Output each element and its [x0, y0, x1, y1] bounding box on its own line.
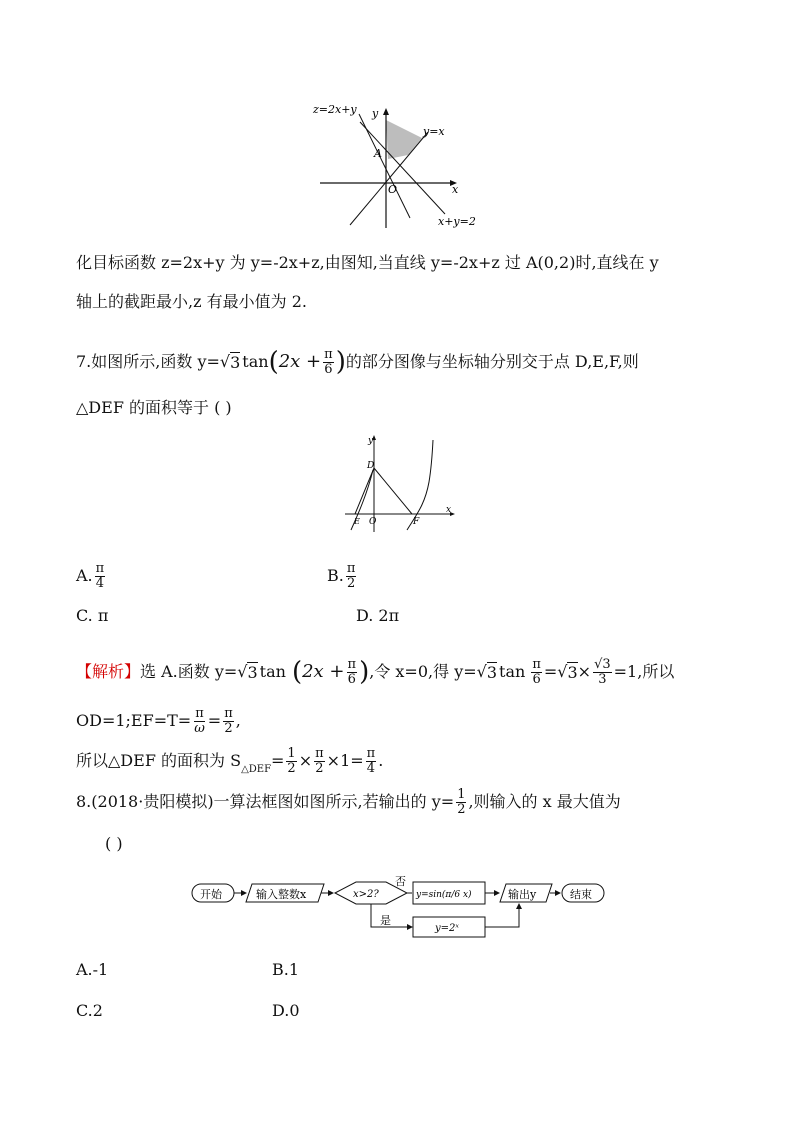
analysis-line-2: OD=1;EF=T= $\frac{\pi}{\omega}$ = $\frac{\pi}{2}$ ,	[76, 705, 241, 736]
label-E: E	[354, 517, 360, 526]
output-label: 输出y	[508, 888, 537, 901]
label-F: F	[413, 517, 420, 527]
figure-linear-programming	[310, 100, 480, 235]
q7-sqrt-value: 3	[230, 352, 241, 372]
q7-arg: 2x +	[278, 351, 322, 372]
q8-stem-line-1: 8.(2018·贵阳模拟)一算法框图如图所示,若输出的 y= $\frac{1}{2}$ ,则输入的 x 最大值为	[76, 786, 621, 817]
q7-option-C[interactable]: C. π	[76, 606, 109, 625]
yes-label: 是	[380, 914, 391, 927]
label-O: O	[388, 183, 398, 196]
merge-arrow	[485, 904, 519, 927]
q7-option-A[interactable]: A. $\frac{\pi}{4}$	[76, 560, 105, 591]
q7-option-B[interactable]: B. $\frac{\pi}{2}$	[327, 560, 356, 591]
end-label: 结束	[570, 888, 592, 901]
label-z: z=2x+y	[313, 103, 357, 116]
no-label: 否	[395, 875, 406, 888]
condition-label: x>2?	[353, 889, 379, 900]
label-y: y	[372, 107, 379, 120]
label-O: O	[369, 517, 377, 527]
option-B-fraction: $\frac{\pi}{2}$	[346, 560, 356, 591]
q8-option-C[interactable]: C.2	[76, 1001, 103, 1020]
triangle-DEF	[355, 468, 412, 514]
flowchart	[190, 872, 610, 938]
start-label: 开始	[200, 888, 222, 901]
feasible-region	[386, 120, 422, 159]
paragraph-line-2: 轴上的截距最小,z 有最小值为 2.	[76, 292, 307, 311]
q7-fraction: $\frac{\pi}{6}$	[324, 346, 333, 377]
label-x: x	[452, 183, 459, 196]
sin-label: y=sin(π/6 x)	[416, 890, 472, 900]
q8-option-A[interactable]: A.-1	[76, 960, 109, 979]
q7-prefix: 7.如图所示,函数 y=	[76, 352, 220, 371]
q8-answer-paren: ( )	[105, 834, 123, 853]
analysis-tag: 【解析】	[76, 662, 141, 681]
y-axis-arrow	[383, 108, 389, 115]
label-A: A	[374, 147, 382, 160]
analysis-line-3: 所以△DEF 的面积为 S △DEF = $\frac{1}{2}$ × $\frac{\pi}{2}$ ×1= $\frac{\pi}{4}$ .	[76, 745, 384, 776]
tangent-branch-right	[407, 440, 433, 530]
label-y: y	[368, 436, 374, 446]
paren-open: (	[268, 347, 279, 377]
q7-tan: tan	[242, 352, 269, 371]
q7-stem-line-1	[76, 345, 639, 379]
q8-option-B[interactable]: B.1	[272, 960, 300, 979]
paragraph-line-1: 化目标函数 z=2x+y 为 y=-2x+z,由图知,当直线 y=-2x+z 过 A(0,2)时,直线在 y	[76, 253, 659, 272]
label-x: x	[446, 505, 452, 515]
sqrt-symbol: √	[219, 352, 231, 371]
analysis-line-1: 【解析】 选 A.函数 y= √ 3 tan ( 2x + $\frac{\pi}{6}$ ) ,令 x=0,得 y= √ 3 tan $\frac{\pi}{6}$ = √ 3 × $\frac{√3}{3}$ =1,所以	[76, 656, 675, 687]
q7-suffix: 的部分图像与坐标轴分别交于点 D,E,F,则	[345, 352, 639, 371]
label-yx: y=x	[423, 125, 445, 138]
figure-tangent-graph	[345, 432, 460, 532]
label-xy2: x+y=2	[438, 215, 476, 228]
pow-label: y=2ˣ	[435, 923, 459, 934]
option-A-fraction: $\frac{\pi}{4}$	[95, 560, 105, 591]
q7-stem-line-2: △DEF 的面积等于 ( )	[76, 398, 232, 417]
input-label: 输入整数x	[256, 888, 307, 901]
label-D: D	[367, 461, 375, 471]
yes-branch-arrow	[371, 904, 412, 927]
q7-option-D[interactable]: D. 2π	[356, 606, 400, 625]
q8-option-D[interactable]: D.0	[272, 1001, 300, 1020]
paren-close: )	[335, 347, 346, 377]
